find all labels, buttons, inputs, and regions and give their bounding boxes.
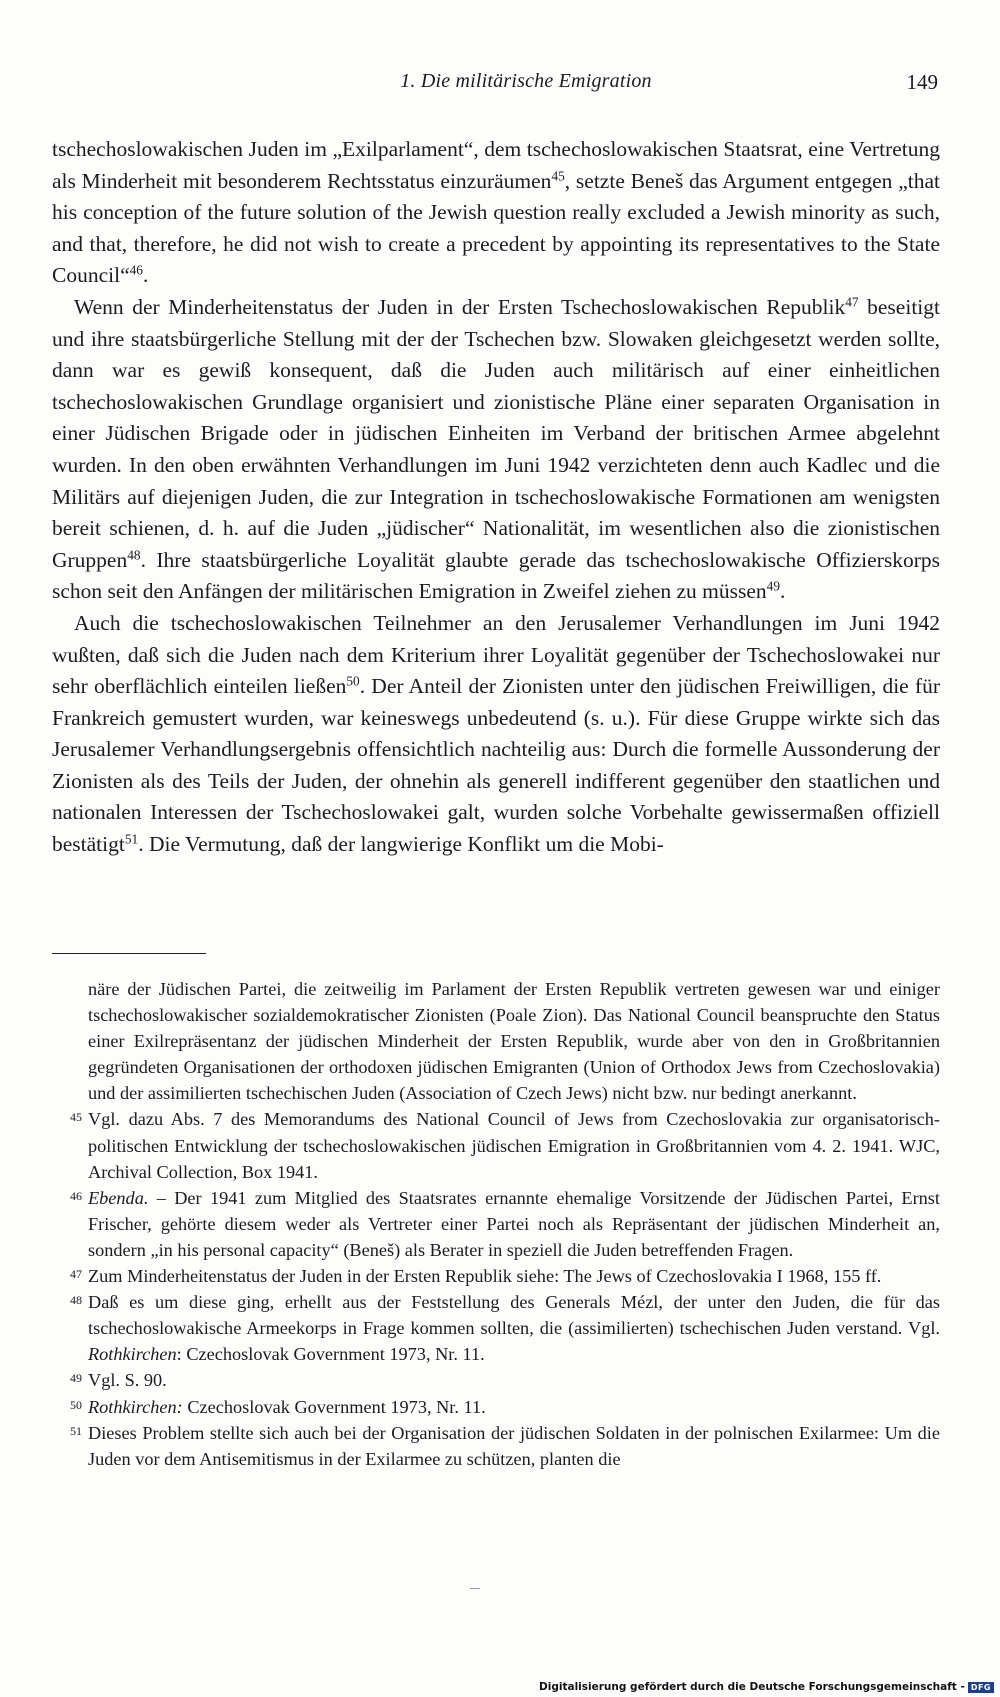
- footnote-text: Zum Minderheitenstatus der Juden in der Ersten Republik siehe: The Jews of Czechoslovakia I 1968, 155 ff.: [88, 1266, 882, 1287]
- footnote-50: [52, 1394, 940, 1420]
- footnote-48: [52, 1289, 940, 1367]
- dfg-logo: DFG: [968, 1682, 994, 1693]
- footnote-text: Czechoslovak Government 1973, Nr. 11.: [182, 1396, 486, 1417]
- footnote-ref: 45: [551, 168, 565, 184]
- page-number: 149: [906, 70, 938, 94]
- footnote-ref: 49: [766, 578, 780, 594]
- text-run: Wenn der Minderheitenstatus der Juden in der Ersten Tschechoslowakischen Republik: [74, 294, 846, 319]
- footnote-text: Daß es um diese ging, erhellt aus der Feststellung des Generals Mézl, der unter den Juden, die für das tschechoslowakische Armeekorps in Frage kommen sollten, die (assimilierten) tschechischen Juden verstand. Vgl.: [88, 1292, 940, 1339]
- footnote-ref: 47: [845, 294, 859, 310]
- footnote-number: 49: [70, 1371, 82, 1386]
- footnotes: [52, 976, 940, 1472]
- footnote-46: [52, 1185, 940, 1263]
- text-run: . Die Vermutung, daß der langwierige Konflikt um die Mobi-: [138, 832, 664, 857]
- paragraph-1: [52, 134, 940, 292]
- footnote-text: Vgl. S. 90.: [88, 1370, 167, 1391]
- footnote-number: 51: [70, 1423, 82, 1438]
- footnote-emphasis: Rothkirchen: [88, 1344, 177, 1365]
- main-text: [52, 134, 940, 861]
- text-run: , setzte Beneš das Argument entgegen „that his conception of the future solution of the Jewish question really excluded a Jewish minority as such, and that, therefore, he did not wish to create a precedent by appointing its representatives to the State Council“: [52, 168, 940, 288]
- footnote-47: [52, 1263, 940, 1289]
- text-run: . Ihre staatsbürgerliche Loyalität glaubte gerade das tschechoslowakische Offizierskorps schon seit den Anfängen der militärischen Emigration in Zweifel ziehen zu müssen: [52, 547, 940, 604]
- footnote-number: 50: [70, 1397, 82, 1412]
- paragraph-2: [52, 292, 940, 608]
- footnote-number: 48: [70, 1293, 82, 1308]
- text-run: .: [142, 263, 149, 288]
- running-title: 1. Die militärische Emigration: [400, 70, 652, 92]
- footnote-45: [52, 1106, 940, 1184]
- text-run: . Der Anteil der Zionisten unter den jüdischen Freiwilligen, die für Frankreich gemustert wurden, war keineswegs unbedeutend (s. u.). Für diese Gruppe wirkte sich das Jerusalemer Verhandlungsergebnis offensichtlich nachteilig aus: Durch die formelle Aussonderung der Zionisten als des Teils der Juden, der ohnehin als generell indifferent gegenüber den staatlichen und nationalen Interessen der Tschechoslowakei galt, wurden solche Vorbehalte gewissermaßen offiziell bestätigt: [52, 674, 940, 857]
- page-mark: [470, 1588, 480, 1589]
- paragraph-3: [52, 608, 940, 861]
- footnote-number: 46: [70, 1188, 82, 1203]
- footnote-ref: 48: [127, 547, 141, 563]
- footnote-text: – Der 1941 zum Mitglied des Staatsrates ernannte ehemalige Vorsitzende der Jüdischen Partei, Ernst Frischer, gehörte diesem weder als Vertreter einer Partei noch als Repräsentant der jüdischen Minderheit an, sondern „in his personal capacity“ (Beneš) als Berater in speziell die Juden betreffenden Fragen.: [88, 1187, 940, 1260]
- footnote-emphasis: Rothkirchen:: [88, 1396, 183, 1417]
- footnote-continued: [52, 976, 940, 1106]
- credit-text: Digitalisierung gefördert durch die Deutsche Forschungsgemeinschaft -: [539, 1681, 965, 1693]
- digitization-credit: [539, 1681, 994, 1693]
- footnote-49: [52, 1367, 940, 1393]
- footnote-number: 47: [70, 1267, 82, 1282]
- text-run: Auch die tschechoslowakischen Teilnehmer an den Jerusalemer Verhandlungen im Juni 1942 wußten, daß sich die Juden nach dem Kriterium ihrer Loyalität gegenüber der Tschechoslowakei nur sehr oberflächlich einteilen ließen: [52, 610, 940, 699]
- text-run: beseitigt und ihre staatsbürgerliche Stellung mit der der Tschechen bzw. Slowaken gleichgesetzt werden sollte, dann war es gewiß konsequent, daß die Juden auch militärisch auf einer einheitlichen tschechoslowakischen Grundlage organisiert und zionistische Pläne einer separaten Organisation in einer Jüdischen Brigade oder in jüdischen Einheiten im Verband der britischen Armee abgelehnt wurden. In den oben erwähnten Verhandlungen im Juni 1942 verzichteten denn auch Kadlec und die Militärs auf diejenigen Juden, die zur Integration in tschechoslowakische Formationen am wenigsten bereit schienen, d. h. auf die Juden „jüdischer“ Nationalität, im wesentlichen also die zionistischen Gruppen: [52, 294, 940, 572]
- footnote-text: näre der Jüdischen Partei, die zeitweilig im Parlament der Ersten Republik vertreten gewesen war und einiger tschechoslowakischer sozialdemokratischer Zionisten (Poale Zion). Das National Council beanspruchte den Status einer Exilrepräsentanz der jüdischen Minderheit der Ersten Republik, wurde aber von den in Großbritannien gegründeten Organisationen der orthodoxen jüdischen Emigranten (Union of Orthodox Jews from Czechoslovakia) und der assimilierten tschechischen Juden (Association of Czech Jews) nicht bzw. nur bedingt anerkannt.: [88, 979, 940, 1104]
- footnote-emphasis: Ebenda.: [88, 1187, 149, 1208]
- footnote-text: Vgl. dazu Abs. 7 des Memorandums des National Council of Jews from Czechoslovakia zur organisatorisch-politischen Entwicklung der tschechoslowakischen jüdischen Emigration in Großbritannien vom 4. 2. 1941. WJC, Archival Collection, Box 1941.: [88, 1109, 940, 1182]
- text-run: .: [780, 579, 786, 604]
- footnote-ref: 46: [129, 263, 143, 279]
- footnote-text: : Czechoslovak Government 1973, Nr. 11.: [176, 1344, 485, 1365]
- footnote-ref: 51: [124, 831, 139, 847]
- footnote-rule: [52, 953, 206, 954]
- footnote-number: 45: [70, 1110, 82, 1125]
- running-head: [52, 70, 940, 100]
- footnote-ref: 50: [346, 673, 360, 689]
- text-run: tschechoslowakischen Juden im „Exilparlament“, dem tschechoslowakischen Staatsrat, eine Vertretung als Minderheit mit besonderem Rechtsstatus einzuräumen: [52, 137, 940, 193]
- footnote-text: Dieses Problem stellte sich auch bei der Organisation der jüdischen Soldaten in der polnischen Exilarmee: Um die Juden vor dem Antisemitismus in der Exilarmee zu schützen, planten die: [88, 1422, 940, 1469]
- footnote-51: [52, 1420, 940, 1472]
